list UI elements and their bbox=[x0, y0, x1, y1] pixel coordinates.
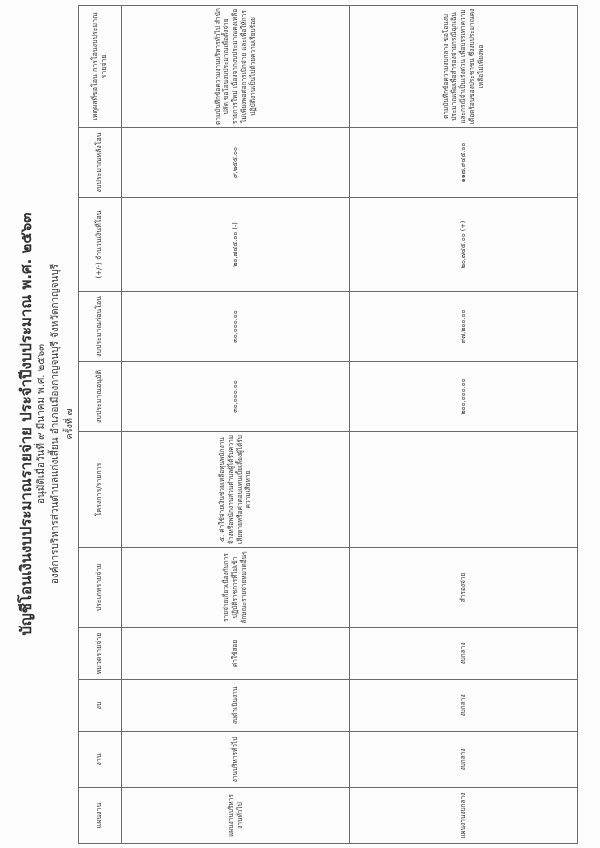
header-approved: งบประมาณอนุมัติ bbox=[79, 362, 122, 432]
header-work: งาน bbox=[79, 732, 122, 788]
cell-before: ๙๗,๒๐๐.๐๐ bbox=[350, 292, 578, 362]
cell-type: สำรองจ่าย bbox=[350, 548, 578, 628]
cell-work: งานบริหารทั่วไป bbox=[122, 732, 350, 788]
document-title: บัญชีโอนเงินงบประมาณรายจ่าย ประจำปีงบประมาณ พ.ศ. ๒๕๖๓ bbox=[17, 212, 35, 636]
cell-work: งบกลาง bbox=[350, 732, 578, 788]
cell-budget: งบดำเนินงาน bbox=[122, 680, 350, 732]
approval-date-line: อนุมัติเมื่อวันที่ ๙ มีนาคม พ.ศ. ๒๕๖๓ bbox=[36, 344, 47, 504]
header-project: โครงการ/รายการ bbox=[79, 432, 122, 548]
cell-project bbox=[350, 432, 578, 548]
table-row bbox=[350, 6, 578, 844]
header-category: หมวดรายจ่าย bbox=[79, 628, 122, 680]
cell-project: ๕. ค่าใช้จ่ายเงินช่วยเหลือทุนพนักงานจ้างหรือพนักงานส่วนตำบลผู้ได้รับความเสียหายหรือค่าตอบแทนเบี้ยเลี้ยงผู้ได้รับความเสียหาย bbox=[122, 432, 350, 548]
table-header-row bbox=[79, 6, 122, 844]
cell-after: ๙,๒๕๕.๐๐ bbox=[122, 128, 350, 198]
cell-transfer: ๒๐,๗๔๕.๐๐ (+) bbox=[350, 198, 578, 292]
header-type: ประเภทรายจ่าย bbox=[79, 548, 122, 628]
header-budget: งบ bbox=[79, 680, 122, 732]
cell-approved: ๓๐,๐๐๐.๐๐ bbox=[122, 362, 350, 432]
cell-category: ค่าใช้สอย bbox=[122, 628, 350, 680]
cell-approved: ๒๐๐,๐๐๐.๐๐ bbox=[350, 362, 578, 432]
budget-transfer-table bbox=[78, 5, 578, 844]
cell-plan: แผนงานบริหารงานทั่วไป bbox=[122, 788, 350, 844]
table-row bbox=[122, 6, 350, 844]
header-plan: แผนงาน bbox=[79, 788, 122, 844]
header-transfer: (+/-) จำนวนเงินที่โอน bbox=[79, 198, 122, 292]
cell-type: รายจ่ายเกี่ยวเนื่องกับการปฏิบัติราชการที่ไม่เข้าลักษณะรายจ่ายหมวดอื่นๆ bbox=[122, 548, 350, 628]
header-reason: เหตุผลที่ขอโอน การโอนงบประมาณรายจ่าย bbox=[79, 6, 122, 128]
cell-transfer: ๒๐,๗๔๕.๐๐ (-) bbox=[122, 198, 350, 292]
cell-after: ๑๑๗,๙๔๕.๐๐ bbox=[350, 128, 578, 198]
cell-before: ๓๐,๐๐๐.๐๐ bbox=[122, 292, 350, 362]
cell-plan: แผนงานงบกลาง bbox=[350, 788, 578, 844]
round-number: ครั้งที่ ๗ bbox=[65, 408, 75, 440]
cell-reason: ตามบันทึกข้อความงานบริหารทั่วไป สำนักปลัด ขอโอนงบประมาณเพื่อตั้งจ่ายรายการใหม่ เนื่องจากงบประมาณคงเหลือไม่เพียงพอต่อการเบิกจ่าย และเพื่อให้การปฏิบัติงานเป็นไปด้วยความเรียบร้อย bbox=[122, 6, 350, 128]
organization-line: องค์การบริหารส่วนตำบลแก่งเสี้ยน อำเภอเมืองกาญจนบุรี จังหวัดกาญจนบุรี bbox=[50, 263, 61, 585]
header-before: งบประมาณก่อนโอน bbox=[79, 292, 122, 362]
header-after: งบประมาณหลังโอน bbox=[79, 128, 122, 198]
cell-budget: งบกลาง bbox=[350, 680, 578, 732]
cell-category: งบกลาง bbox=[350, 628, 578, 680]
cell-reason: ตามบันทึกข้อความงบกลาง ขอโอนงบประมาณเพิ่มเพื่อสำรองจ่ายกรณีฉุกเฉิน และกรณีจำเป็นเร่งด่วน เพื่อบรรเทาความเดือดร้อนของประชาชน ซึ่งงบประมาณคงเหลือไม่เพียงพอ bbox=[350, 6, 578, 128]
